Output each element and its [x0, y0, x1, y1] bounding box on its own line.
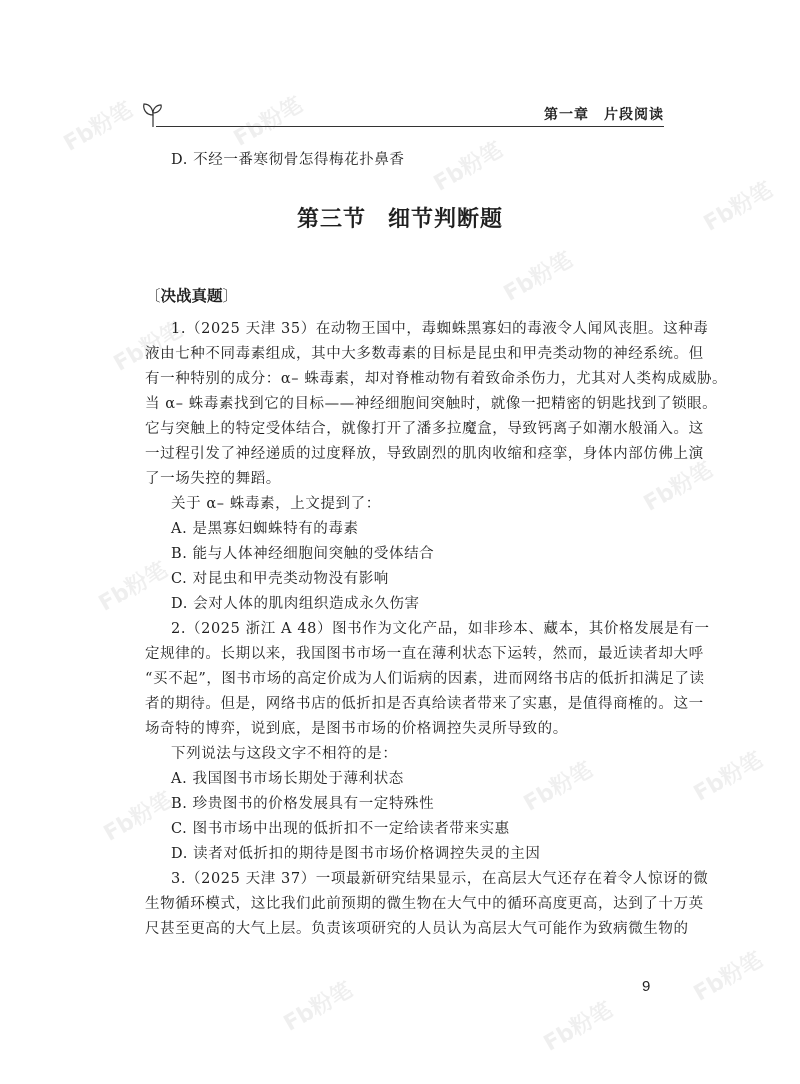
watermark: Fb粉笔 — [59, 97, 138, 157]
watermark: Fb粉笔 — [699, 177, 778, 237]
option-b: B. 能与人体神经细胞间突触的受体结合 — [171, 546, 435, 562]
option-c: C. 对昆虫和甲壳类动物没有影响 — [171, 571, 389, 587]
watermark: Fb粉笔 — [689, 747, 768, 807]
paragraph-line: 有一种特别的成分：α– 蛛毒素，却对脊椎动物有着致命杀伤力，尤其对人类构成威胁。 — [145, 371, 728, 387]
paragraph-line: 场奇特的博弈，说到底，是图书市场的价格调控失灵所导致的。 — [145, 721, 568, 737]
paragraph-line: 1.（2025 天津 35）在动物王国中，毒蜘蛛黑寡妇的毒液令人闻风丧胆。这种毒 — [171, 321, 709, 337]
paragraph-line: 液由七种不同毒素组成，其中大多数毒素的目标是昆虫和甲壳类动物的神经系统。但 — [145, 346, 704, 362]
paragraph-line: 定规律的。长期以来，我国图书市场一直在薄利状态下运转，然而，最近读者却大呼 — [145, 646, 704, 662]
paragraph-line: 者的期待。但是，网络书店的低折扣是否真给读者带来了实惠，是值得商榷的。这一 — [145, 696, 704, 712]
paragraph-line: 3.（2025 天津 37）一项最新研究结果显示，在高层大气还存在着令人惊讶的微 — [171, 871, 709, 887]
watermark: Fb粉笔 — [639, 457, 718, 517]
previous-option: D. 不经一番寒彻骨怎得梅花扑鼻香 — [171, 152, 405, 168]
section-title — [0, 202, 800, 233]
watermark: Fb粉笔 — [109, 317, 188, 377]
paragraph-line: “买不起”，图书市场的高定价成为人们诟病的因素，进而网络书店的低折扣满足了读 — [145, 671, 705, 687]
page-number: 9 — [642, 978, 651, 995]
option-a: A. 是黑寡妇蜘蛛特有的毒素 — [171, 521, 359, 537]
paragraph-line: 一过程引发了神经递质的过度释放，导致剧烈的肌肉收缩和痉挛，身体内部仿佛上演 — [145, 446, 704, 462]
sprout-icon — [140, 100, 166, 128]
option-d: D. 会对人体的肌肉组织造成永久伤害 — [171, 596, 420, 612]
paragraph-line: 它与突触上的特定受体结合，就像打开了潘多拉魔盒，导致钙离子如潮水般涌入。这 — [145, 421, 704, 437]
running-header — [140, 100, 664, 130]
chapter-title: 第一章 片段阅读 — [544, 107, 664, 123]
watermark: Fb粉笔 — [279, 977, 358, 1037]
watermark: Fb粉笔 — [229, 92, 308, 152]
subheading-label: 决战真题 — [160, 287, 223, 305]
paragraph-line: 了一场失控的舞蹈。 — [145, 471, 281, 487]
option-c: C. 图书市场中出现的低折扣不一定给读者带来实惠 — [171, 821, 510, 837]
paragraph-line: 当 α– 蛛毒素找到它的目标——神经细胞间突触时，就像一把精密的钥匙找到了锁眼。 — [145, 396, 718, 412]
watermark: Fb粉笔 — [689, 947, 768, 1007]
question-stem: 下列说法与这段文字不相符的是： — [171, 746, 398, 762]
subheading: 〔决战真题〕 — [145, 287, 239, 305]
watermark: Fb粉笔 — [99, 787, 178, 847]
option-b: B. 珍贵图书的价格发展具有一定特殊性 — [171, 796, 435, 812]
paragraph-line: 生物循环模式，这比我们此前预期的微生物在大气中的循环高度更高，达到了十万英 — [145, 896, 704, 912]
option-d: D. 读者对低折扣的期待是图书市场价格调控失灵的主因 — [171, 846, 541, 862]
paragraph-line: 尺甚至更高的大气上层。负责该项研究的人员认为高层大气可能作为致病微生物的 — [145, 921, 689, 937]
watermark: Fb粉笔 — [539, 997, 618, 1057]
option-a: A. 我国图书市场长期处于薄利状态 — [171, 771, 404, 787]
watermark: Fb粉笔 — [94, 557, 173, 617]
section-name: 细节判断题 — [388, 207, 504, 232]
watermark: Fb粉笔 — [519, 757, 598, 817]
section-number: 第三节 — [296, 207, 366, 232]
paragraph-line: 2.（2025 浙江 A 48）图书作为文化产品，如非珍本、藏本，其价格发展是有一 — [171, 621, 710, 637]
watermark: Fb粉笔 — [429, 137, 508, 197]
header-rule — [156, 126, 664, 127]
question-stem: 关于 α– 蛛毒素，上文提到了： — [171, 496, 381, 512]
watermark: Fb粉笔 — [499, 247, 578, 307]
